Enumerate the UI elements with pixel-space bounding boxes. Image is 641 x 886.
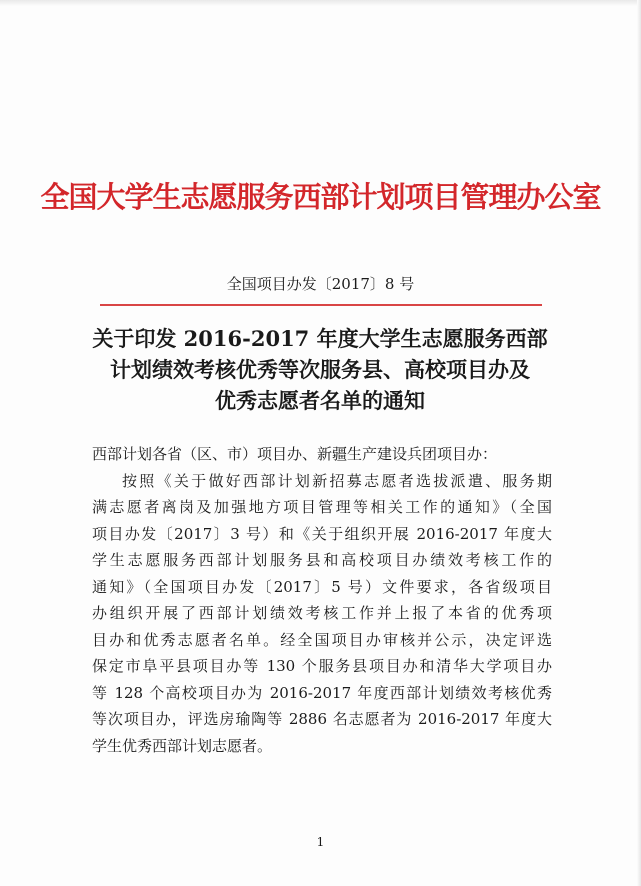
scan-edge-right (637, 0, 641, 886)
paragraph-line: 按照《关于做好西部计划新招募志愿者选拔派遣、服务期 (122, 471, 552, 490)
salutation: 西部计划各省（区、市）项目办、新疆生产建设兵团项目办： (92, 445, 498, 463)
paragraph-line: 等 128 个高校项目办为 2016-2017 年度西部计划绩效考核优秀 (92, 683, 552, 702)
paragraph-line: 学生志愿服务西部计划服务县和高校项目办绩效考核工作的 (92, 551, 552, 569)
paragraph-line: 项目办发〔2017〕3 号）和《关于组织开展 2016-2017 年度大 (92, 524, 552, 543)
scan-edge-top (0, 0, 641, 6)
paragraph-line: 通知》（全国项目办发〔2017〕5 号）文件要求，各省级项目 (92, 577, 552, 596)
paragraph-line: 保定市阜平县项目办等 130 个服务县项目办和清华大学项目办 (92, 657, 552, 675)
notice-body (92, 441, 552, 759)
paragraph-line: 办组织开展了西部计划绩效考核工作并上报了本省的优秀项 (92, 604, 552, 622)
notice-title-line: 关于印发 2016-2017 年度大学生志愿服务西部 (92, 326, 548, 351)
org-header-title: 全国大学生志愿服务西部计划项目管理办公室 (40, 180, 601, 214)
notice-title-line: 优秀志愿者名单的通知 (215, 388, 425, 413)
paragraph-line: 等次项目办，评选房瑜陶等 2886 名志愿者为 2016-2017 年度大 (92, 710, 552, 728)
red-divider-rule (100, 304, 542, 306)
notice-title-line: 计划绩效考核优秀等次服务县、高校项目办及 (110, 357, 530, 382)
paragraph-line: 满志愿者离岗及加强地方项目管理等相关工作的通知》（全国 (92, 498, 552, 516)
paragraph-line: 目办和优秀志愿者名单。经全国项目办审核并公示，决定评选 (92, 630, 552, 649)
document-number: 全国项目办发〔2017〕8 号 (226, 275, 415, 293)
page-number: 1 (316, 835, 325, 849)
paragraph-line: 学生优秀西部计划志愿者。 (92, 736, 273, 755)
notice-title (70, 323, 570, 416)
